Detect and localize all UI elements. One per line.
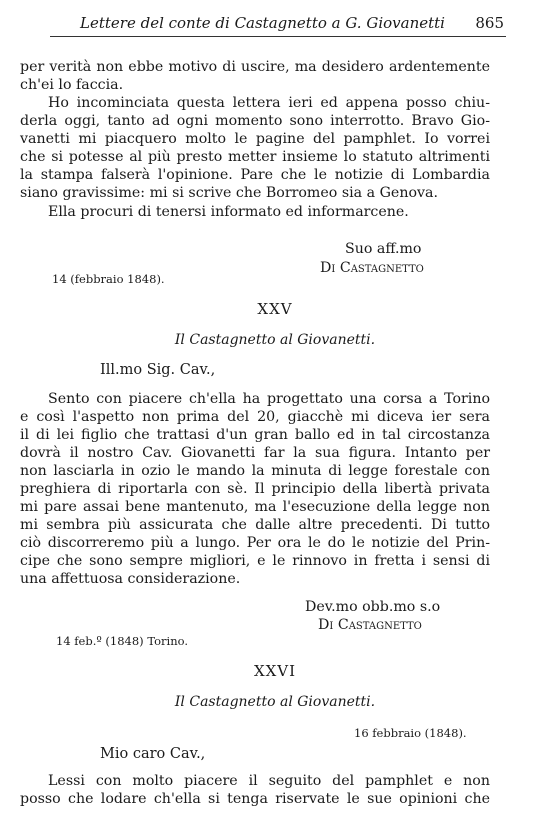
- text-line: derla oggi, tanto ad ogni momento sono interrotto. Bravo Gio-: [20, 113, 490, 129]
- text-line: Lessi con molto piacere il seguito del pamphlet e non: [48, 773, 490, 789]
- text-line: vanetti mi piacquero molto le pagine del pamphlet. Io vorrei: [20, 131, 490, 147]
- letter-date: 14 (febbraio 1848).: [52, 272, 165, 286]
- text-line: cipe che sono sempre migliori, e le rinnovo in fretta i sensi di: [20, 553, 490, 569]
- text-line: Ho incominciata questa lettera ieri ed appena posso chiu-: [48, 95, 490, 111]
- text-line: Ella procuri di tenersi informato ed informarcene.: [48, 204, 409, 220]
- page-number: 865: [475, 14, 504, 32]
- letter-heading: Il Castagnetto al Giovanetti.: [174, 694, 376, 710]
- text-line: che si potesse al più presto metter insieme lo statuto altrimenti: [20, 149, 490, 165]
- letter-closing: Suo aff.mo: [345, 241, 422, 257]
- text-line: dovrà il nostro Cav. Giovanetti far la sua figura. Intanto per: [20, 445, 490, 461]
- running-header: [50, 10, 506, 37]
- running-title: Lettere del conte di Castagnetto a G. Giovanetti: [80, 14, 445, 32]
- text-line: e così l'aspetto non prima del 20, giacchè mi diceva ier sera: [20, 409, 490, 425]
- letter-signature: Di Castagnetto: [318, 617, 422, 633]
- letter-date: 16 febbraio (1848).: [354, 726, 467, 740]
- letter-number: XXVI: [253, 662, 297, 680]
- text-line: una affettuosa considerazione.: [20, 571, 241, 587]
- letter-salutation: Mio caro Cav.,: [100, 746, 206, 762]
- text-line: siano gravissime: mi si scrive che Borromeo sia a Genova.: [20, 185, 438, 201]
- text-line: mi sembra più assicurata che dalle altre precedenti. Di tutto: [20, 517, 490, 533]
- letter-heading: Il Castagnetto al Giovanetti.: [174, 332, 376, 348]
- text-line: Sento con piacere ch'ella ha progettato una corsa a Torino: [48, 391, 490, 407]
- letter-date: 14 feb.º (1848) Torino.: [56, 634, 188, 648]
- letter-closing: Dev.mo obb.mo s.o: [305, 599, 441, 615]
- text-line: ch'ei lo faccia.: [20, 77, 124, 93]
- text-line: posso che lodare ch'ella si tenga riservate le sue opinioni che: [20, 791, 490, 807]
- text-line: il di lei figlio che trattasi d'un gran ballo ed in tal circostanza: [20, 427, 490, 443]
- letter-salutation: Ill.mo Sig. Cav.,: [100, 362, 216, 378]
- letter-signature: Di Castagnetto: [320, 260, 424, 276]
- text-line: ciò discorreremo più a lungo. Per ora le do le notizie del Prin-: [20, 535, 490, 551]
- text-line: la stampa falserà l'opinione. Pare che le notizie di Lombardia: [20, 167, 490, 183]
- text-line: mi pare assai bene mantenuto, ma l'esecuzione della legge non: [20, 499, 490, 515]
- letter-number: XXV: [257, 300, 293, 318]
- text-line: per verità non ebbe motivo di uscire, ma desidero ardentemente: [20, 59, 490, 75]
- text-line: preghiera di riportarla con sè. Il principio della libertà privata: [20, 481, 490, 497]
- text-line: non lasciarla in ozio le mando la minuta di legge forestale con: [20, 463, 490, 479]
